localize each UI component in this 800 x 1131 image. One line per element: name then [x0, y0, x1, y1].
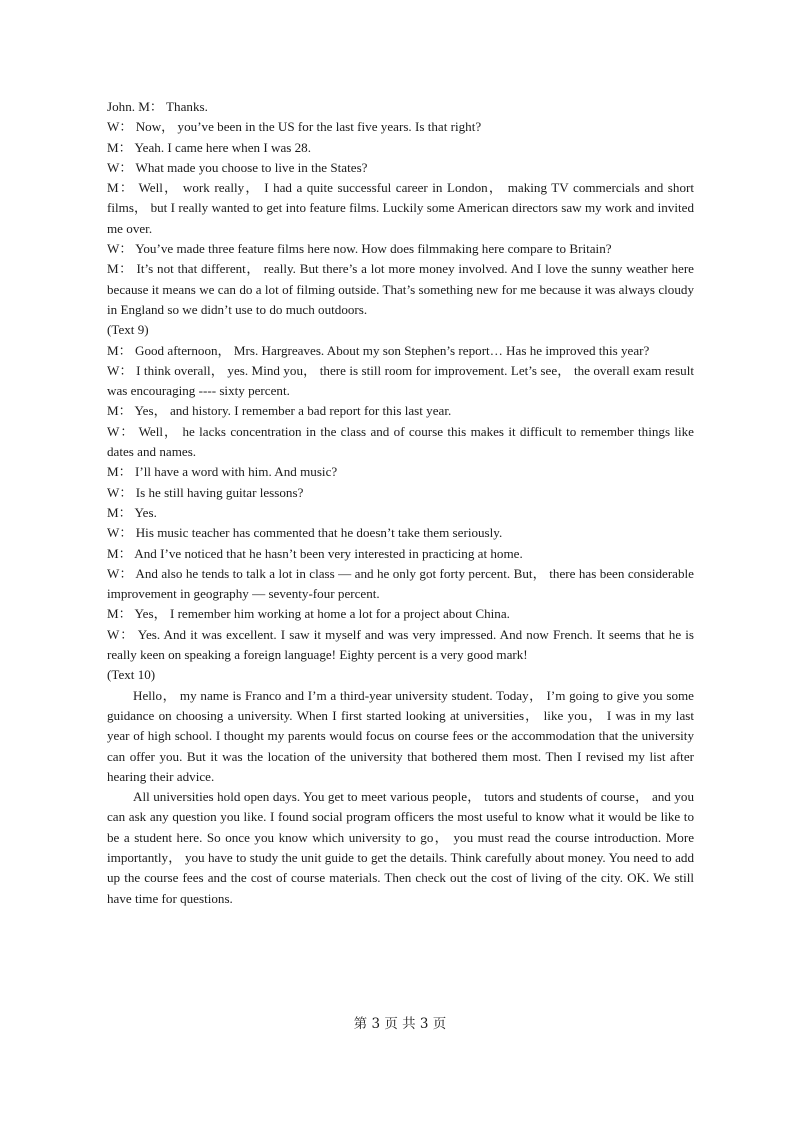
- transcript-line: M： Yes.: [107, 504, 157, 520]
- monologue-paragraph: Hello， my name is Franco and I’m a third-year university student. Today， I’m going to give you some guidance on choosing a university. When I first started looking at universities， like you， I was in my last year of high school. I thought my parents would focus on course fees or the accommodation that the university can offer you. But it was the location of the university that bothered them most. Then I revised my list after hearing their advice.: [107, 687, 694, 784]
- section-heading: (Text 10): [107, 667, 156, 683]
- transcript-line: W： What made you choose to live in the States?: [107, 159, 368, 175]
- transcript-line: M： It’s not that different， really. But there’s a lot more money involved. And I love the sunny weather here because it means we can do a lot of filming outside. That’s something new for me because it was always cloudy in England so we didn’t use to do much outdoors.: [107, 261, 694, 317]
- transcript-line: John. M： Thanks.: [107, 99, 208, 114]
- section-heading: (Text 9): [107, 322, 149, 338]
- transcript-line: W： Well， he lacks concentration in the class and of course this makes it difficult to remember things like dates and names.: [107, 423, 694, 460]
- transcript-line: M： Good afternoon， Mrs. Hargreaves. About my son Stephen’s report… Has he improved this year?: [107, 342, 650, 358]
- monologue-paragraph: All universities hold open days. You get to meet various people， tutors and students of course， and you can ask any question you like. I found social program officers the most useful to know what it would be like to be a student here. So once you know which university to go， you must read the course introduction. More importantly， you have to study the unit guide to get the details. Think carefully about money. You need to add up the course fees and the cost of course materials. Then check out the cost of living of the city. OK. We still have time for questions.: [107, 789, 694, 906]
- transcript-line: W： Now， you’ve been in the US for the last five years. Is that right?: [107, 119, 482, 135]
- page-number-footer: 第 3 页 共 3 页: [353, 1016, 447, 1032]
- transcript-line: M： Well， work really， I had a quite successful career in London， making TV commercials and short films， but I really wanted to get into feature films. Luckily some American directors saw my work and invited me over.: [107, 180, 694, 236]
- transcript-line: W： Is he still having guitar lessons?: [107, 484, 304, 500]
- transcript-line: M： Yes， I remember him working at home a lot for a project about China.: [107, 606, 510, 622]
- transcript-line: W： And also he tends to talk a lot in class — and he only got forty percent. But， there has been considerable improvement in geography — seventy-four percent.: [107, 565, 694, 602]
- transcript-line: W： Yes. And it was excellent. I saw it myself and was very impressed. And now French. It seems that he is really keen on speaking a foreign language! Eighty percent is a very good mark!: [107, 626, 694, 663]
- transcript-line: W： I think overall， yes. Mind you， there is still room for improvement. Let’s see， the overall exam result was encouraging ---- sixty percent.: [107, 362, 694, 399]
- transcript-line: M： Yes， and history. I remember a bad report for this last year.: [107, 403, 452, 419]
- transcript-line: M： I’ll have a word with him. And music?: [107, 464, 338, 480]
- transcript-body: [107, 97, 694, 909]
- transcript-line: M： Yeah. I came here when I was 28.: [107, 139, 311, 155]
- transcript-line: W： You’ve made three feature films here now. How does filmmaking here compare to Britain?: [107, 241, 612, 257]
- transcript-line: W： His music teacher has commented that he doesn’t take them seriously.: [107, 525, 503, 541]
- transcript-line: M： And I’ve noticed that he hasn’t been very interested in practicing at home.: [107, 545, 523, 561]
